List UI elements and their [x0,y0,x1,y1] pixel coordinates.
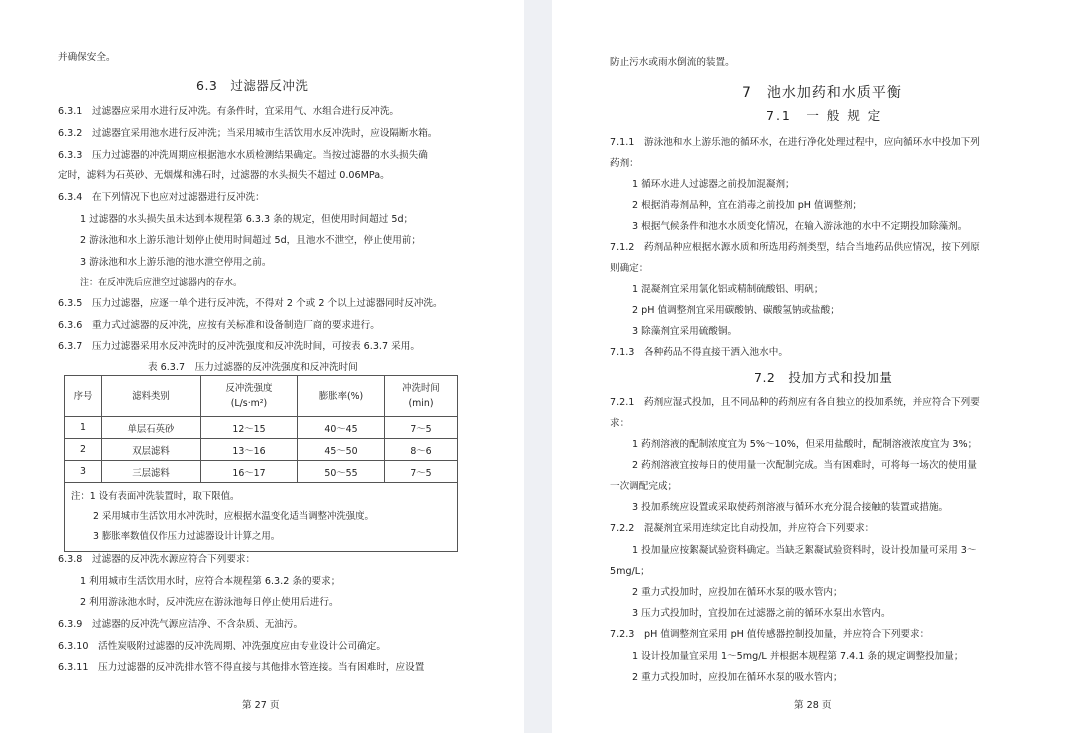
table-caption: 表 6.3.7 压力过滤器的反冲洗强度和反冲洗时间 [148,362,358,373]
text-line: 7.2.1 药剂应湿式投加，且不同品种的药剂应有各自独立的投加系统，并应符合下列要 [610,397,980,408]
text-line: 6.3.5 压力过滤器，应逐一单个进行反冲洗，不得对 2 个或 2 个以上过滤器同时反冲洗。 [58,298,443,309]
text-line: 7.2.3 pH 值调整剂宜采用 pH 值传感器控制投加量，并应符合下列要求： [610,629,930,640]
text-line: 5mg/L； [610,566,650,577]
text-line: 2 pH 值调整剂宜采用碳酸钠、碳酸氢钠或盐酸； [632,305,840,316]
text-line: 7.1.3 各种药品不得直接干洒入池水中。 [610,347,788,358]
text-line: 2 重力式投加时，应投加在循环水泵的吸水管内； [632,587,843,598]
text-line: 6.3.4 在下列情况下也应对过滤器进行反冲洗： [58,192,265,203]
text-line: 6.3.8 过滤器的反冲洗水源应符合下列要求： [58,554,256,565]
text-line: 6.3.10 活性炭吸附过滤器的反冲洗周期、冲洗强度应由专业设计公司确定。 [58,641,386,652]
text-line: 1 利用城市生活饮用水时，应符合本规程第 6.3.2 条的要求； [80,576,341,587]
text-line: 7.1.2 药剂品种应根据水源水质和所选用药剂类型，结合当地药品供应情况，按下列原 [610,242,980,253]
text-line: 1 设计投加量宜采用 1～5mg/L 并根据本规程第 7.4.1 条的规定调整投加量； [632,651,964,662]
text-line: 6.3.1 过滤器应采用水进行反冲洗。有条件时，宜采用气、水组合进行反冲洗。 [58,106,400,117]
backwash-table [64,375,458,552]
text-line: 6.3.3 压力过滤器的冲洗周期应根据池水水质检测结果确定。当按过滤器的水头损失确 [58,150,428,161]
text-line: 2 根据消毒剂品种，宜在消毒之前投加 pH 值调整剂； [632,200,863,211]
text-line: 6.3.6 重力式过滤器的反冲洗，应按有关标准和设备制造厂商的要求进行。 [58,320,380,331]
text-line: 一次调配完成； [610,481,678,492]
text-line: 3 投加系统应设置或采取使药剂溶液与循环水充分混合接触的装置或措施。 [632,502,949,513]
table-header: 滤料类别 [102,376,201,417]
text-line: 3 除藻剂宜采用硫酸铜。 [632,326,738,337]
table-header: 膨胀率(%) [298,376,385,417]
text-line: 则确定： [610,263,649,274]
table-note: 注：1 设有表面冲洗装置时，取下限值。 [71,491,240,502]
text-line: 7.2.2 混凝剂宜采用连续定比自动投加，并应符合下列要求： [610,523,875,534]
table-note: 2 采用城市生活饮用水冲洗时，应根据水温变化适当调整冲洗强度。 [93,511,374,522]
text-line: 2 药剂溶液宜按每日的使用量一次配制完成。当有困难时，可将每一场次的使用量 [632,460,977,471]
page-27 [0,0,524,733]
table-header: 冲洗时间 (min) [385,376,458,417]
table-row: 2 双层滤料 13～16 45～50 8～6 [65,439,458,461]
chapter-heading: 7 池水加药和水质平衡 [742,85,902,101]
text-line: 2 重力式投加时，应投加在循环水泵的吸水管内； [632,672,843,683]
text-line: 1 投加量应按絮凝试验资料确定。当缺乏絮凝试验资料时，设计投加量可采用 3～ [632,545,977,556]
page-number: 第 28 页 [794,700,832,711]
text-line: 2 利用游泳池水时，反冲洗应在游泳池每日停止使用后进行。 [80,597,339,608]
text-line: 并确保安全。 [58,52,116,63]
page-28 [552,0,1080,733]
text-line: 注：在反冲洗后应泄空过滤器内的存水。 [80,278,243,288]
table-header: 序号 [65,376,102,417]
text-line: 6.3.7 压力过滤器采用水反冲洗时的反冲洗强度和反冲洗时间，可按表 6.3.7 采用。 [58,341,420,352]
text-line: 药剂： [610,158,639,169]
text-line: 防止污水或雨水倒流的装置。 [610,57,735,68]
table-header: 反冲洗强度 (L/s·m²) [201,376,298,417]
section-heading: 7.2 投加方式和投加量 [754,370,893,385]
text-line: 求： [610,418,630,429]
table-row: 1 单层石英砂 12～15 40～45 7～5 [65,417,458,439]
text-line: 定时，滤料为石英砂、无烟煤和沸石时，过滤器的水头损失不超过 0.06MPa。 [58,170,390,181]
text-line: 6.3.9 过滤器的反冲洗气源应洁净、不含杂质、无油污。 [58,619,304,630]
text-line: 3 游泳池和水上游乐池的池水泄空停用之前。 [80,257,272,268]
text-line: 1 药剂溶液的配制浓度宜为 5%～10%，但采用盐酸时，配制溶液浓度宜为 3%； [632,439,978,450]
text-line: 2 游泳池和水上游乐池计划停止使用时间超过 5d，且池水不泄空，停止使用前； [80,235,421,246]
text-line: 6.3.2 过滤器宜采用池水进行反冲洗；当采用城市生活饮用水反冲洗时，应设隔断水箱。 [58,128,438,139]
text-line: 7.1.1 游泳池和水上游乐池的循环水，在进行净化处理过程中，应向循环水中投加下列 [610,137,980,148]
section-heading: 6.3 过滤器反冲洗 [196,78,309,93]
section-heading: 7.1 一 般 规 定 [766,108,883,123]
table-note: 3 膨胀率数值仅作压力过滤器设计计算之用。 [93,531,281,542]
text-line: 3 压力式投加时，宜投加在过滤器之前的循环水泵出水管内。 [632,608,891,619]
text-line: 1 混凝剂宜采用氯化铝或精制硫酸铝、明矾； [632,284,824,295]
page-number: 第 27 页 [242,700,280,711]
text-line: 3 根据气候条件和池水水质变化情况，在输入游泳池的水中不定期投加除藻剂。 [632,221,968,232]
text-line: 1 循环水进人过滤器之前投加混凝剂； [632,179,795,190]
table-notes [65,483,458,552]
text-line: 6.3.11 压力过滤器的反冲洗排水管不得直接与其他排水管连接。当有困难时，应设置 [58,662,425,673]
table-row: 3 三层滤料 16～17 50～55 7～5 [65,461,458,483]
text-line: 1 过滤器的水头损失虽未达到本规程第 6.3.3 条的规定，但使用时间超过 5d； [80,214,414,225]
